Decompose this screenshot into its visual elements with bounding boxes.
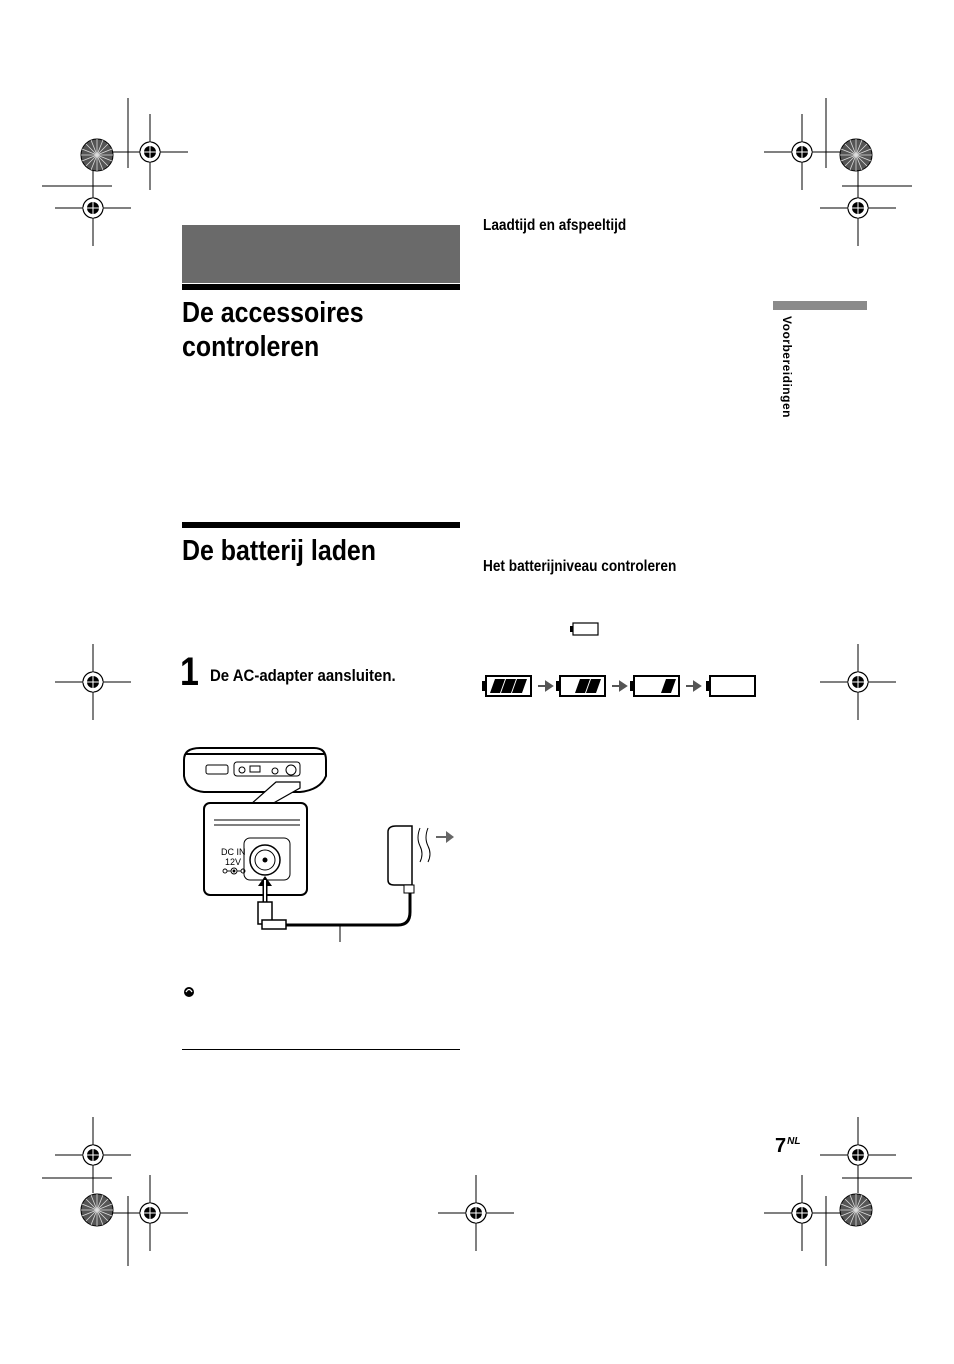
- battery-empty-small-icon: [570, 623, 598, 635]
- device-illustration: [184, 748, 454, 942]
- accessories-title: De accessoires controleren: [182, 297, 364, 363]
- registration-target-icon: [438, 1175, 514, 1251]
- step-number: 1: [180, 650, 199, 694]
- arrow-right-icon: [612, 682, 626, 690]
- registration-star-icon: [81, 139, 113, 171]
- port-label-dc-in: DC IN: [221, 847, 246, 857]
- registration-target-icon: [820, 644, 896, 720]
- registration-star-icon: [840, 1194, 872, 1226]
- arrow-right-icon: [686, 682, 700, 690]
- registration-star-icon: [81, 1194, 113, 1226]
- battery-empty-icon: [706, 676, 755, 696]
- battery-title: De batterij laden: [182, 535, 377, 567]
- step-text: De AC-adapter aansluiten.: [210, 666, 396, 685]
- page-suffix: NL: [787, 1136, 801, 1148]
- registration-target-icon: [55, 170, 131, 246]
- battery-full-icon: [482, 676, 531, 696]
- charge-time-heading: Laadtijd en afspeeltijd: [483, 217, 627, 234]
- registration-target-icon: [820, 1117, 896, 1193]
- crop-marks: [42, 98, 912, 1266]
- registration-target-icon: [764, 114, 840, 190]
- battery-two-thirds-icon: [556, 676, 605, 696]
- registration-target-icon: [112, 1175, 188, 1251]
- registration-star-icon: [840, 139, 872, 171]
- page-number: $7^{NL}$: [775, 1135, 801, 1157]
- registration-target-icon: [55, 644, 131, 720]
- battery-level-heading: Het batterijniveau controleren: [483, 558, 677, 575]
- side-tab-label: Voorbereidingen: [780, 316, 794, 418]
- registration-target-icon: [764, 1175, 840, 1251]
- tip-icon: [184, 987, 194, 997]
- registration-target-icon: [55, 1117, 131, 1193]
- arrow-right-icon: [538, 682, 552, 690]
- battery-one-third-icon: [630, 676, 679, 696]
- registration-target-icon: [112, 114, 188, 190]
- port-label-12v: 12V: [225, 857, 242, 867]
- registration-target-icon: [820, 170, 896, 246]
